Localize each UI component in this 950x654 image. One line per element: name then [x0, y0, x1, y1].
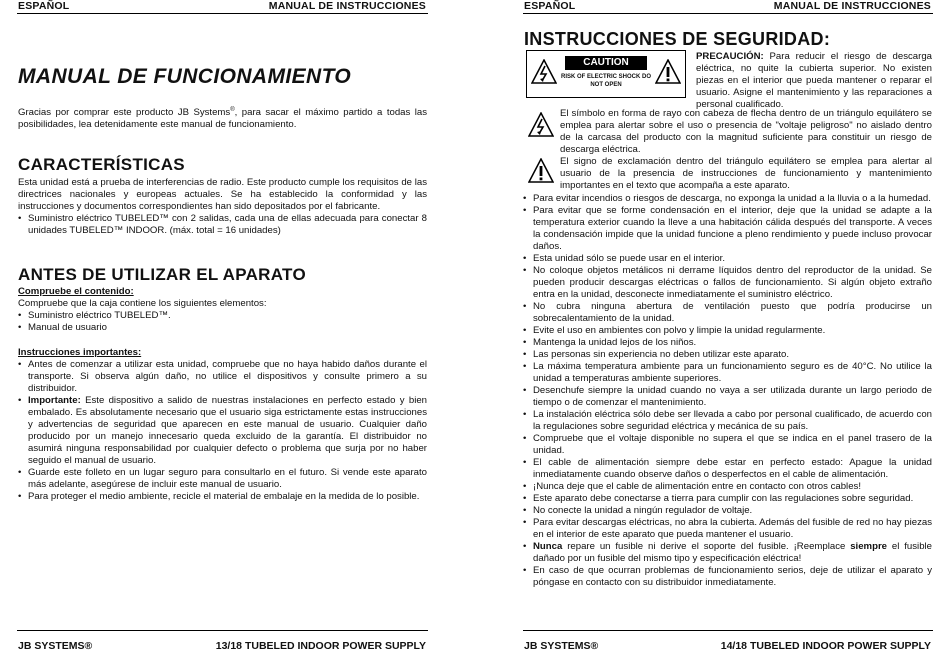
features-title: CARACTERÍSTICAS: [18, 155, 185, 174]
before-use-title: ANTES DE UTILIZAR EL APARATO: [18, 265, 306, 284]
important-label: Importante:: [28, 395, 81, 406]
safety-item: • Para evitar incendios o riesgos de descarga, no exponga la unidad a la lluvia o a la humedad.: [523, 193, 932, 205]
important-heading: Instrucciones importantes:: [18, 347, 142, 358]
exclamation-triangle-icon: [528, 158, 554, 184]
check-item: • Manual de usuario: [18, 322, 427, 334]
safety-item: • Las personas sin experiencia no deben utilizar este aparato.: [523, 349, 932, 361]
lightning-triangle-icon: [531, 59, 557, 85]
page-title: MANUAL DE FUNCIONAMIENTO: [18, 65, 352, 88]
header-language: ESPAÑOL: [18, 0, 70, 12]
page-footer: [17, 630, 428, 651]
safety-list: [523, 193, 932, 589]
check-text: Compruebe que la caja contiene los siguientes elementos:: [18, 298, 267, 309]
lightning-explanation: El símbolo en forma de rayo con cabeza de flecha dentro de un triángulo equilátero se emplea para alertar sobre el uso o presencia de "voltaje peligroso" no aislado dentro de la carcasa del producto con la magnitud suficiente para constituir un riesgo de descarga eléctrica.: [560, 108, 932, 155]
header-language: ESPAÑOL: [524, 0, 576, 12]
precaution-paragraph-top: [696, 51, 932, 111]
contents-section: [18, 286, 427, 334]
intro-text-b: , para sacar el máximo partido a todas las posibilidades, lea detenidamente este manual de funcionamiento.: [18, 107, 428, 131]
left-page: [17, 0, 428, 654]
safety-item: • La instalación eléctrica sólo debe ser llevada a cabo por personal cualificado, de acuerdo con la regulaciones sobre seguridad eléctrica y mecánica de su país.: [523, 409, 932, 433]
footer-brand: JB SYSTEMS®: [524, 640, 599, 652]
important-item-text: Este dispositivo a salido de nuestras instalaciones en perfecto estado y bien embalado. Es absolutamente necesario que el usuario siga estrictamente estas instrucciones y advertencias de seguridad que aparecen en este manual de usuario. Cualquier daño producido por un manejo innecesario queda excluido de la garantía. El distribuidor no asumirá ninguna responsabilidad por cualquier defecto o problema que surja por no haber seguido el manual de usuario.: [28, 395, 427, 466]
caution-label-box: [526, 50, 686, 98]
safety-item: • Este aparato debe conectarse a tierra para cumplir con las regulaciones sobre seguridad.: [523, 493, 932, 505]
caution-subtext: RISK OF ELECTRIC SHOCK DO NOT OPEN: [561, 74, 652, 88]
features-bullet: • Suministro eléctrico TUBELED™ con 2 salidas, cada una de ellas adecuada para conectar 8 unidades TUBELED™ INDOOR. (máx. total = 16 unidades): [18, 213, 427, 237]
features-text: Esta unidad está a prueba de interferencias de radio. Este producto cumple los requisitos de las directrices nacionales y europeas actuales. Se ha establecido la conformidad y las instrucciones y documentos correspondientes han sido depositados por el fabricante.: [18, 177, 427, 212]
header-manual: MANUAL DE INSTRUCCIONES: [773, 0, 931, 12]
important-item: • Guarde este folleto en un lugar seguro para consultarlo en el futuro. Si vende este aparato más adelante, asegúrese de incluir este manual de usuario.: [18, 467, 427, 491]
exclamation-triangle-icon: [655, 59, 681, 85]
safety-item: • No coloque objetos metálicos ni derrame líquidos dentro del reproductor de la unidad. Se pueden producir descargas eléctricas o fallos de funcionamiento. Si algún objeto extraño entra en la unidad, desconecte inmediatamente el suministro eléctrico.: [523, 265, 932, 301]
safety-item: • Para evitar que se forme condensación en el interior, deje que la unidad se adapte a la temperatura exterior cuando la lleve a una habitación cálida después del transporte. A veces la condensación impide que la unidad funcione a pleno rendimiento y puede incluso provocar daños.: [523, 205, 932, 253]
safety-item: • Para evitar descargas eléctricas, no abra la cubierta. Además del fusible de red no hay piezas en el interior de este aparato que pueda mantener el usuario.: [523, 517, 932, 541]
precaution-label: PRECAUCIÓN:: [696, 51, 764, 62]
safety-item: • La máxima temperatura ambiente para un funcionamiento seguro es de 40°C. No utilice la unidad a temperaturas ambiente superiores.: [523, 361, 932, 385]
fuse-always: siempre: [850, 541, 888, 552]
safety-item: • No cubra ninguna abertura de ventilación puesto que podría producirse un sobrecalentamiento de la unidad.: [523, 301, 932, 325]
safety-item: • Desenchufe siempre la unidad cuando no vaya a ser utilizada durante un largo periodo de tiempo o de comenzar el mantenimiento.: [523, 385, 932, 409]
important-item: • Antes de comenzar a utilizar esta unidad, compruebe que no haya habido daños durante el transporte. Si observa algún daño, no utilice el dispositivos y consulte primero a su distribuidor.: [18, 359, 427, 395]
fuse-never: Nunca: [533, 541, 563, 552]
page-header: [523, 0, 933, 14]
right-page: [523, 0, 933, 654]
safety-item: • No conecte la unidad a ningún regulador de voltaje.: [523, 505, 932, 517]
safety-list-section: [523, 193, 932, 589]
footer-brand: JB SYSTEMS®: [18, 640, 93, 652]
safety-item: [523, 541, 932, 565]
registered-mark: ®: [230, 107, 235, 113]
safety-item: • El cable de alimentación siempre debe estar en perfecto estado: Apague la unidad inmediatamente cuando observe daños o desperfectos en el cable de alimentación.: [523, 457, 932, 481]
safety-item: • Evite el uso en ambientes con polvo y limpie la unidad regularmente.: [523, 325, 932, 337]
check-item: • Suministro eléctrico TUBELED™.: [18, 310, 427, 322]
fuse-text-b: repare un fusible ni derive el soporte del fusible. ¡Reemplace: [562, 541, 851, 552]
safety-item: • En caso de que ocurran problemas de funcionamiento serios, deje de utilizar el aparato y póngase en contacto con su distribuidor inmediatamente.: [523, 565, 932, 589]
caution-badge: CAUTION: [565, 56, 647, 70]
important-item: • Para proteger el medio ambiente, recicle el material de embalaje en la medida de lo posible.: [18, 491, 427, 503]
safety-item: • Mantenga la unidad lejos de los niños.: [523, 337, 932, 349]
features-section: [18, 177, 427, 237]
check-heading: Compruebe el contenido:: [18, 286, 134, 297]
footer-page-info: 14/18 TUBELED INDOOR POWER SUPPLY: [720, 640, 931, 652]
fuse-text-d: el fusible dañado por un fusible del mismo tipo y especificación eléctrica!: [533, 541, 932, 564]
page-footer: [523, 630, 933, 651]
header-manual: MANUAL DE INSTRUCCIONES: [268, 0, 426, 12]
safety-item: • Esta unidad sólo se puede usar en el interior.: [523, 253, 932, 265]
footer-page-info: 13/18 TUBELED INDOOR POWER SUPPLY: [215, 640, 426, 652]
safety-item: • ¡Nunca deje que el cable de alimentación entre en contacto con otros cables!: [523, 481, 932, 493]
exclamation-explanation: El signo de exclamación dentro del triángulo equilátero se emplea para alertar al usuario de la presencia de instrucciones de funcionamiento y mantenimiento importantes en el texto que acompaña a este aparato.: [560, 156, 932, 191]
important-item: [18, 395, 427, 467]
precaution-text: Para reducir el riesgo de descarga eléctrica, no quite la cubierta superior. No existen piezas en el interior que pueda mantener o reparar el usuario. Asigne el mantenimiento y las reparaciones a personal cualificado.: [696, 51, 932, 110]
safety-item: • Compruebe que el voltaje disponible no supera el que se indica en el panel trasero de la unidad.: [523, 433, 932, 457]
safety-title: INSTRUCCIONES DE SEGURIDAD:: [524, 29, 831, 49]
lightning-triangle-icon: [528, 112, 554, 138]
intro-text-a: Gracias por comprar este producto JB Systems: [18, 107, 231, 119]
intro-paragraph: [18, 104, 427, 131]
important-section: [18, 347, 427, 503]
page-header: [17, 0, 428, 14]
